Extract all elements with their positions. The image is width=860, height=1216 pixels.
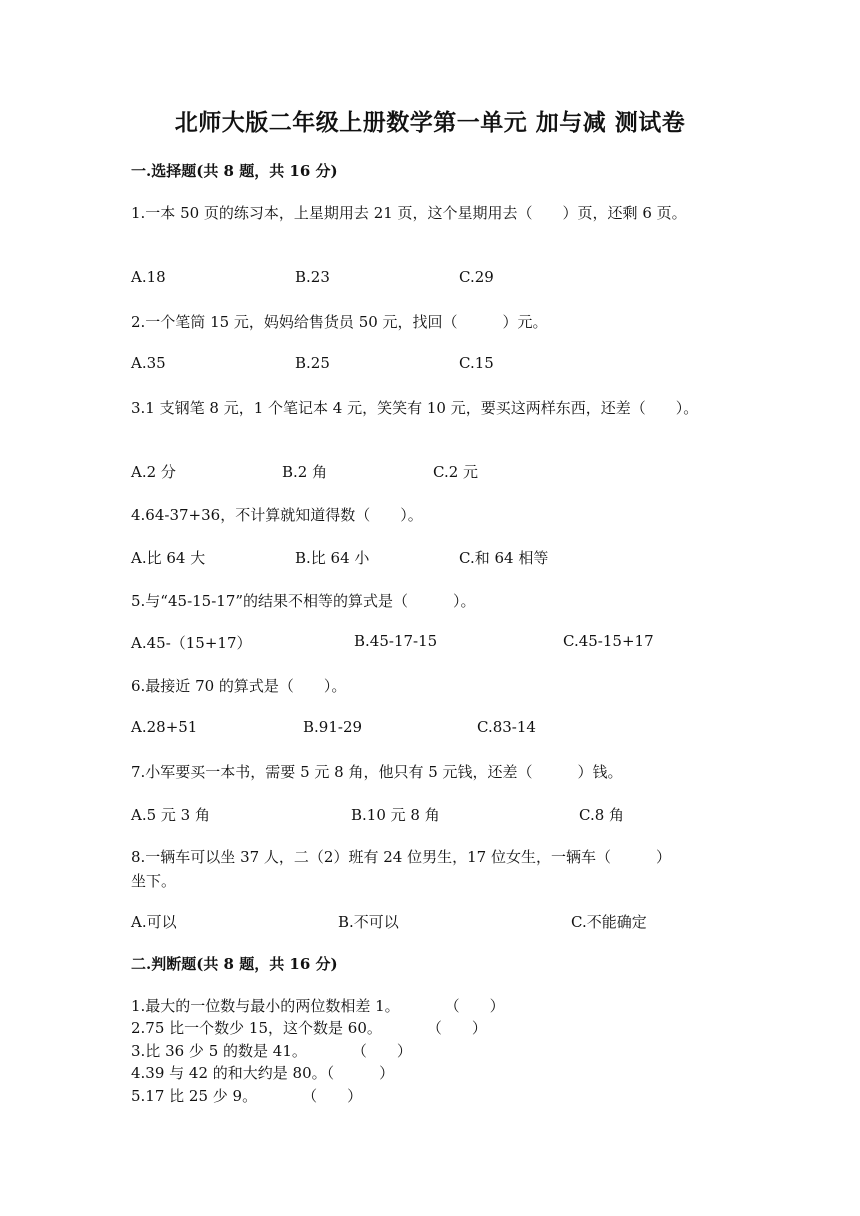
judgement-item-3: 3.比 36 少 5 的数是 41。 （ ） xyxy=(131,1042,412,1060)
question-7: 7.小军要买一本书，需要 5 元 8 角，他只有 5 元钱，还差（ ）钱。 xyxy=(131,763,623,781)
judgement-item-5: 5.17 比 25 少 9。 （ ） xyxy=(131,1087,363,1105)
question-4-option-a: A.比 64 大 xyxy=(131,549,206,567)
question-1: 1.一本 50 页的练习本，上星期用去 21 页，这个星期用去（ ）页，还剩 6 页。 xyxy=(131,204,687,222)
question-8-option-b: B.不可以 xyxy=(338,913,399,931)
question-7-option-a: A.5 元 3 角 xyxy=(131,806,210,824)
question-3-option-c: C.2 元 xyxy=(433,463,479,481)
question-2-option-c: C.15 xyxy=(459,354,494,372)
question-1-option-c: C.29 xyxy=(459,268,494,286)
question-6-option-b: B.91-29 xyxy=(303,718,363,736)
section-heading-choice: 一.选择题(共 8 题，共 16 分) xyxy=(131,162,338,180)
question-6-option-a: A.28+51 xyxy=(131,718,198,736)
question-4-option-b: B.比 64 小 xyxy=(295,549,370,567)
question-4: 4.64-37+36，不计算就知道得数（ ）。 xyxy=(131,506,423,524)
question-3-option-a: A.2 分 xyxy=(131,463,176,481)
question-3-option-b: B.2 角 xyxy=(282,463,328,481)
question-8-option-a: A.可以 xyxy=(131,913,177,931)
question-2-option-a: A.35 xyxy=(131,354,166,372)
question-2-option-b: B.25 xyxy=(295,354,330,372)
question-3: 3.1 支钢笔 8 元，1 个笔记本 4 元，笑笑有 10 元，要买这两样东西，还差（ ）。 xyxy=(131,399,699,417)
question-6: 6.最接近 70 的算式是（ ）。 xyxy=(131,677,347,695)
question-1-option-a: A.18 xyxy=(131,268,166,286)
question-8-option-c: C.不能确定 xyxy=(571,913,647,931)
question-5-option-a: A.45-（15+17） xyxy=(131,634,252,652)
section-heading-judgement: 二.判断题(共 8 题，共 16 分) xyxy=(131,955,338,973)
question-6-option-c: C.83-14 xyxy=(477,718,536,736)
page-title: 北师大版二年级上册数学第一单元 加与减 测试卷 xyxy=(174,109,686,136)
judgement-item-2: 2.75 比一个数少 15，这个数是 60。 （ ） xyxy=(131,1019,487,1037)
question-7-option-c: C.8 角 xyxy=(579,806,625,824)
question-5-option-b: B.45-17-15 xyxy=(354,632,438,650)
question-5: 5.与“45-15-17”的结果不相等的算式是（ ）。 xyxy=(131,592,476,610)
judgement-item-4: 4.39 与 42 的和大约是 80。（ ） xyxy=(131,1064,395,1082)
question-1-option-b: B.23 xyxy=(295,268,330,286)
question-7-option-b: B.10 元 8 角 xyxy=(351,806,440,824)
question-2: 2.一个笔筒 15 元，妈妈给售货员 50 元，找回（ ）元。 xyxy=(131,313,548,331)
question-8: 8.一辆车可以坐 37 人，二（2）班有 24 位男生，17 位女生，一辆车（ ）坐下。 xyxy=(131,848,671,890)
judgement-item-1: 1.最大的一位数与最小的两位数相差 1。 （ ） xyxy=(131,997,505,1015)
question-5-option-c: C.45-15+17 xyxy=(563,632,654,650)
question-4-option-c: C.和 64 相等 xyxy=(459,549,549,567)
